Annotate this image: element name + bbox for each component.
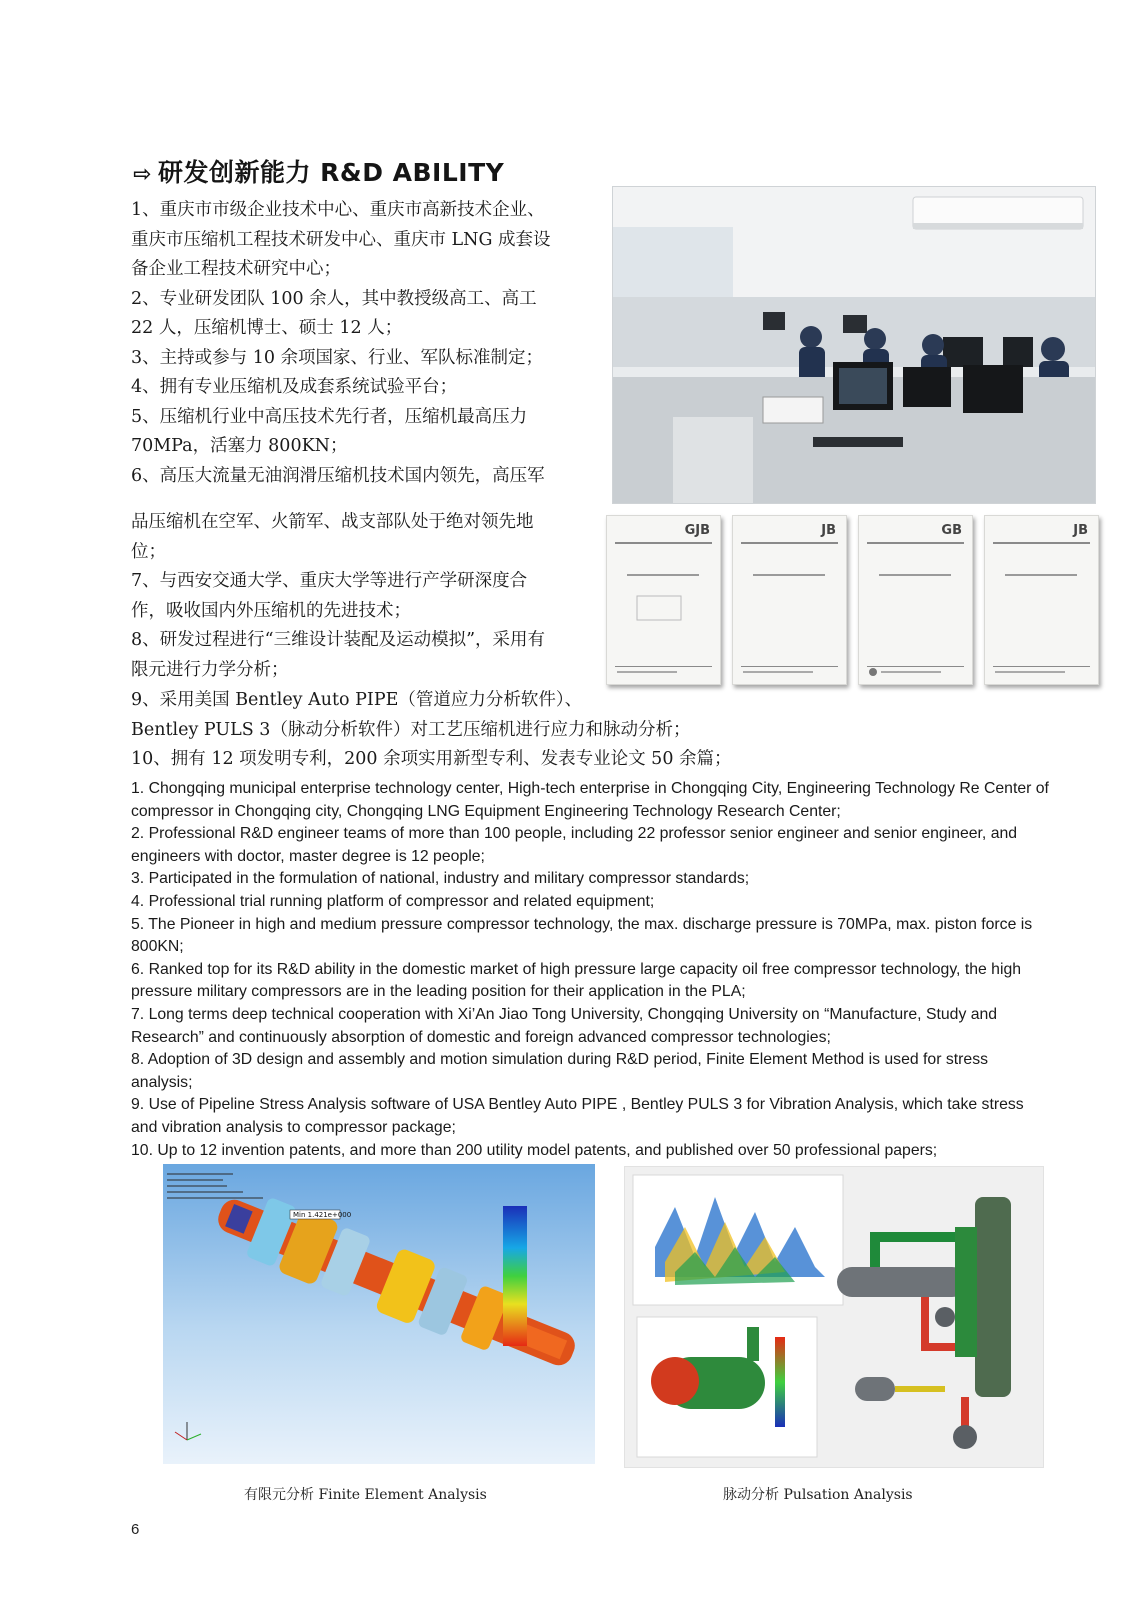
cn-list-upper xyxy=(131,196,601,491)
cn-line: 4、拥有专业压缩机及成套系统试验平台； xyxy=(131,377,458,397)
cn-list-lower xyxy=(131,508,601,685)
cn-line: 5、压缩机行业中高压技术先行者，压缩机最高压力 xyxy=(131,406,528,427)
cn-line: Bentley PULS 3（脉动分析软件）对工艺压缩机进行应力和脉动分析； xyxy=(131,719,691,740)
title-text: 研发创新能力 R&D ABILITY xyxy=(157,158,505,187)
standard-code: JB xyxy=(821,523,836,538)
standards-documents xyxy=(606,515,1100,689)
en-paragraph: 4. Professional trial running platform of compressor and related equipment; xyxy=(131,892,655,910)
english-description xyxy=(131,778,1051,1162)
cn-line: 9、采用美国 Bentley Auto PIPE（管道应力分析软件）、 xyxy=(131,690,583,710)
standard-code: GJB xyxy=(684,523,710,538)
cn-list-wide xyxy=(131,686,1031,775)
cn-line: 22 人，压缩机博士、硕士 12 人； xyxy=(131,318,403,338)
page-title xyxy=(133,153,504,189)
document-lines-icon xyxy=(859,516,972,684)
cn-line: 8、研发过程进行“三维设计装配及运动模拟”，采用有 xyxy=(131,630,546,650)
cn-line: 10、拥有 12 项发明专利，200 余项实用新型专利、发表专业论文 50 余篇； xyxy=(131,749,732,769)
fea-crankshaft-illustration xyxy=(163,1164,595,1464)
cn-line: 品压缩机在空军、火箭军、战支部队处于绝对领先地 xyxy=(131,512,534,532)
en-paragraph: 6. Ranked top for its R&D ability in the domestic market of high pressure large capacity oil free compressor technology, the high pressure military compressors are in the leading position for their application in the PLA; xyxy=(131,960,1022,1001)
pulsation-caption: 脉动分析 Pulsation Analysis xyxy=(723,1487,913,1503)
cn-line: 2、专业研发团队 100 余人，其中教授级高工、高工 xyxy=(131,288,537,309)
cn-line: 3、主持或参与 10 余项国家、行业、军队标准制定； xyxy=(131,347,544,368)
en-paragraph: 7. Long terms deep technical cooperation with Xi’An Jiao Tong University, Chongqing University on “Manufacture, Study and Research” and continuously absorption of domestic and foreign advanced compressor technologies; xyxy=(131,1005,998,1046)
cn-line: 7、与西安交通大学、重庆大学等进行产学研深度合 xyxy=(131,571,528,591)
document-lines-icon xyxy=(985,516,1098,684)
cn-line: 位； xyxy=(131,541,166,562)
en-paragraph: 5. The Pioneer in high and medium pressure compressor technology, the max. discharge pressure is 70MPa, max. piston force is 800KN; xyxy=(131,915,1033,956)
standard-code: JB xyxy=(1073,523,1088,538)
pulsation-illustration xyxy=(625,1167,1043,1467)
standard-doc xyxy=(732,515,847,685)
en-paragraph: 2. Professional R&D engineer teams of more than 100 people, including 22 professor senior engineer and senior engineer, and engineers with doctor, master degree is 12 people; xyxy=(131,825,1018,865)
en-paragraph: 9. Use of Pipeline Stress Analysis software of USA Bentley Auto PIPE , Bentley PULS 3 for Vibration Analysis, which take stress and vibration analysis to compressor package; xyxy=(131,1096,1024,1136)
standard-doc xyxy=(858,515,973,685)
document-lines-icon xyxy=(733,516,846,684)
cn-line: 限元进行力学分析； xyxy=(131,659,289,680)
en-paragraph: 8. Adoption of 3D design and assembly and motion simulation during R&D period, Finite Element Method is used for stress analysis; xyxy=(131,1051,988,1091)
finite-element-analysis-image xyxy=(163,1164,595,1464)
page-number: 6 xyxy=(131,1521,140,1538)
arrow-right-icon: ⇨ xyxy=(133,162,152,187)
cn-line: 70MPa，活塞力 800KN； xyxy=(131,436,348,456)
cn-line: 备企业工程技术研究中心； xyxy=(131,259,341,279)
pulsation-analysis-image xyxy=(624,1166,1044,1468)
office-photo-illustration xyxy=(613,187,1095,503)
rd-office-photo xyxy=(612,186,1096,504)
cn-line: 重庆市压缩机工程技术研发中心、重庆市 LNG 成套设 xyxy=(131,229,551,250)
fea-min-label: Min 1.421e+000 xyxy=(293,1211,352,1219)
cn-line: 6、高压大流量无油润滑压缩机技术国内领先，高压军 xyxy=(131,465,545,486)
fea-caption: 有限元分析 Finite Element Analysis xyxy=(244,1487,487,1503)
en-paragraph: 3. Participated in the formulation of national, industry and military compressor standards; xyxy=(131,870,750,888)
en-paragraph: 10. Up to 12 invention patents, and more than 200 utility model patents, and published over 50 professional papers; xyxy=(131,1141,938,1159)
standard-doc xyxy=(606,515,721,685)
en-paragraph: 1. Chongqing municipal enterprise technology center, High-tech enterprise in Chongqing City, Engineering Technology Re Center of compressor in Chongqing city, Chongqing LNG Equipment Engineering Technology Research Center; xyxy=(131,780,1049,820)
fea-color-legend xyxy=(503,1206,527,1346)
standard-doc xyxy=(984,515,1099,685)
cn-line: 1、重庆市市级企业技术中心、重庆市高新技术企业、 xyxy=(131,200,545,220)
cn-line: 作，吸收国内外压缩机的先进技术； xyxy=(131,600,411,621)
document-lines-icon xyxy=(607,516,720,684)
standard-code: GB xyxy=(941,523,962,538)
